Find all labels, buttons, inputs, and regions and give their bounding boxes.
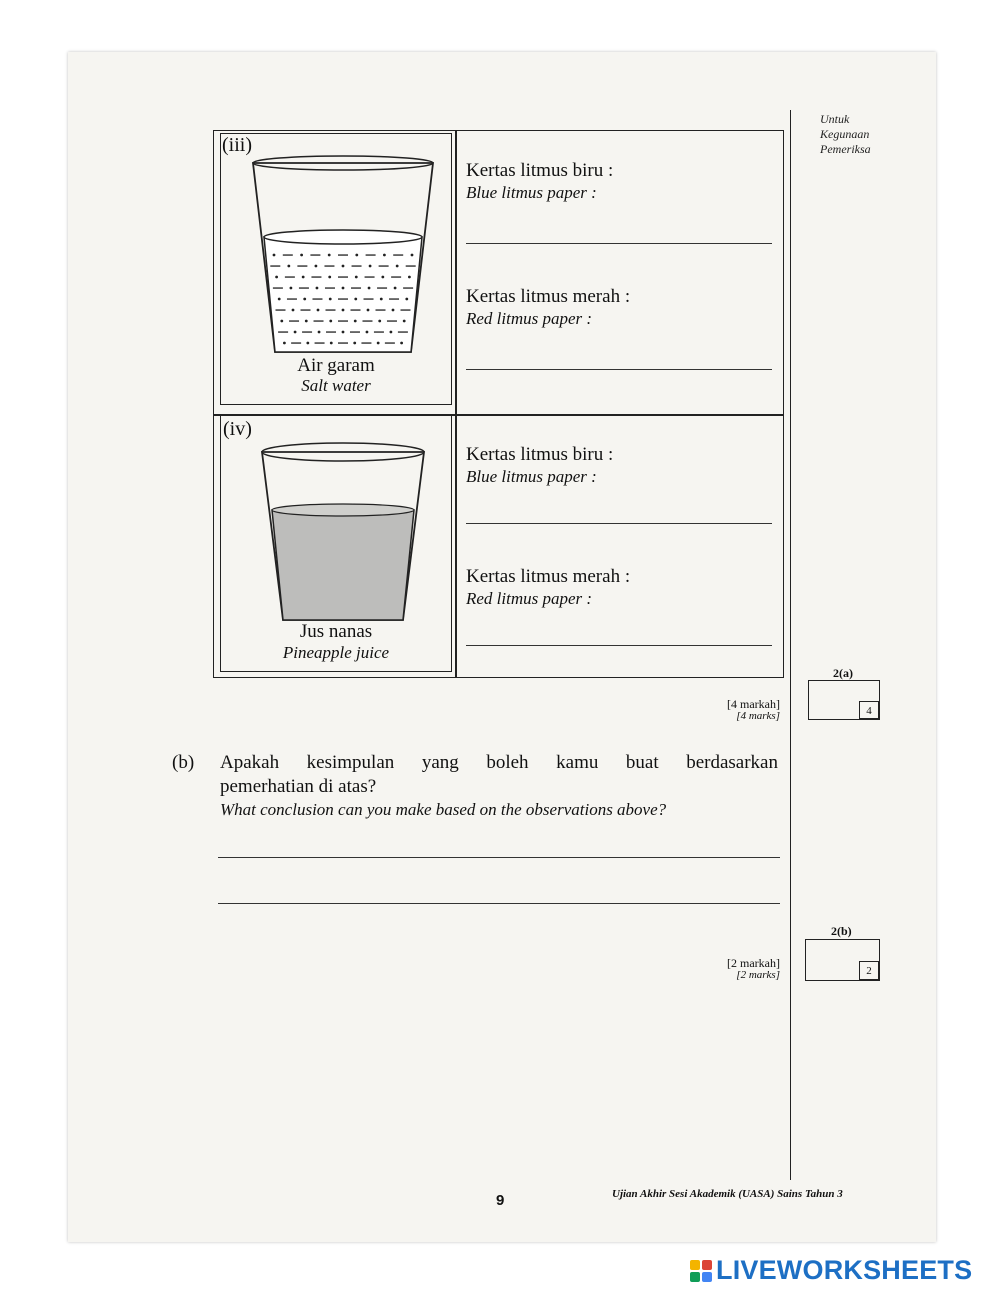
examiner-margin-line bbox=[790, 110, 791, 1180]
q2b-question-ms-line2: pemerhatian di atas? bbox=[220, 776, 377, 797]
item-iv-blue-label-en: Blue litmus paper : bbox=[466, 467, 597, 486]
q2b-question-ms-line1: Apakah kesimpulan yang boleh kamu buat berdasarkan bbox=[220, 752, 778, 773]
q2a-max-marks: 4 bbox=[859, 701, 879, 719]
q2b-max-marks: 2 bbox=[859, 961, 879, 980]
item-iv-caption-ms: Jus nanas bbox=[299, 621, 373, 642]
liveworksheets-logo-icon bbox=[690, 1260, 712, 1282]
q2b-part-label: (b) bbox=[172, 752, 195, 773]
item-iv-red-label-en: Red litmus paper : bbox=[466, 589, 593, 608]
item-iii-caption-ms: Air garam bbox=[297, 355, 375, 376]
page-number: 9 bbox=[496, 1192, 505, 1209]
pineapple-juice-glass-illustration bbox=[258, 440, 428, 622]
q2b-answer-line-1[interactable] bbox=[218, 857, 780, 858]
item-iii-red-label-ms: Kertas litmus merah : bbox=[466, 286, 631, 307]
item-iv-caption-en: Pineapple juice bbox=[282, 643, 390, 662]
footer-exam-title: Ujian Akhir Sesi Akademik (UASA) Sains Tahun 3 bbox=[612, 1188, 843, 1200]
q2b-mark-box bbox=[805, 939, 880, 981]
item-iv-red-answer-line[interactable] bbox=[466, 645, 772, 646]
item-iii-red-answer-line[interactable] bbox=[466, 369, 772, 370]
item-iii-blue-label-ms: Kertas litmus biru : bbox=[466, 160, 614, 181]
item-iii-blue-label-en: Blue litmus paper : bbox=[466, 183, 597, 202]
brand-name: LIVEWORKSHEETS bbox=[716, 1255, 973, 1285]
item-iv-red-label-ms: Kertas litmus merah : bbox=[466, 566, 631, 587]
item-iv-blue-label-ms: Kertas litmus biru : bbox=[466, 444, 614, 465]
q2b-number: 2(b) bbox=[831, 924, 852, 938]
item-iii-label: (iii) bbox=[222, 134, 252, 156]
item-iii-caption-en: Salt water bbox=[301, 376, 371, 395]
q2b-marks-label: [2 markah] [2 marks] bbox=[727, 956, 780, 981]
q2a-marks-label: [4 markah] [4 marks] bbox=[727, 697, 780, 722]
liveworksheets-brand bbox=[690, 1255, 972, 1286]
item-iv-blue-answer-line[interactable] bbox=[466, 523, 772, 524]
q2a-mark-box bbox=[808, 680, 880, 720]
item-iv-label: (iv) bbox=[223, 418, 252, 440]
salt-water-glass-illustration bbox=[248, 155, 438, 355]
q2b-answer-line-2[interactable] bbox=[218, 903, 780, 904]
examiner-label: Untuk Kegunaan Pemeriksa bbox=[820, 112, 871, 156]
item-iii-red-label-en: Red litmus paper : bbox=[466, 309, 593, 328]
q2b-question-en: What conclusion can you make based on the observations above? bbox=[220, 800, 667, 819]
q2a-number: 2(a) bbox=[833, 666, 853, 680]
item-iii-blue-answer-line[interactable] bbox=[466, 243, 772, 244]
